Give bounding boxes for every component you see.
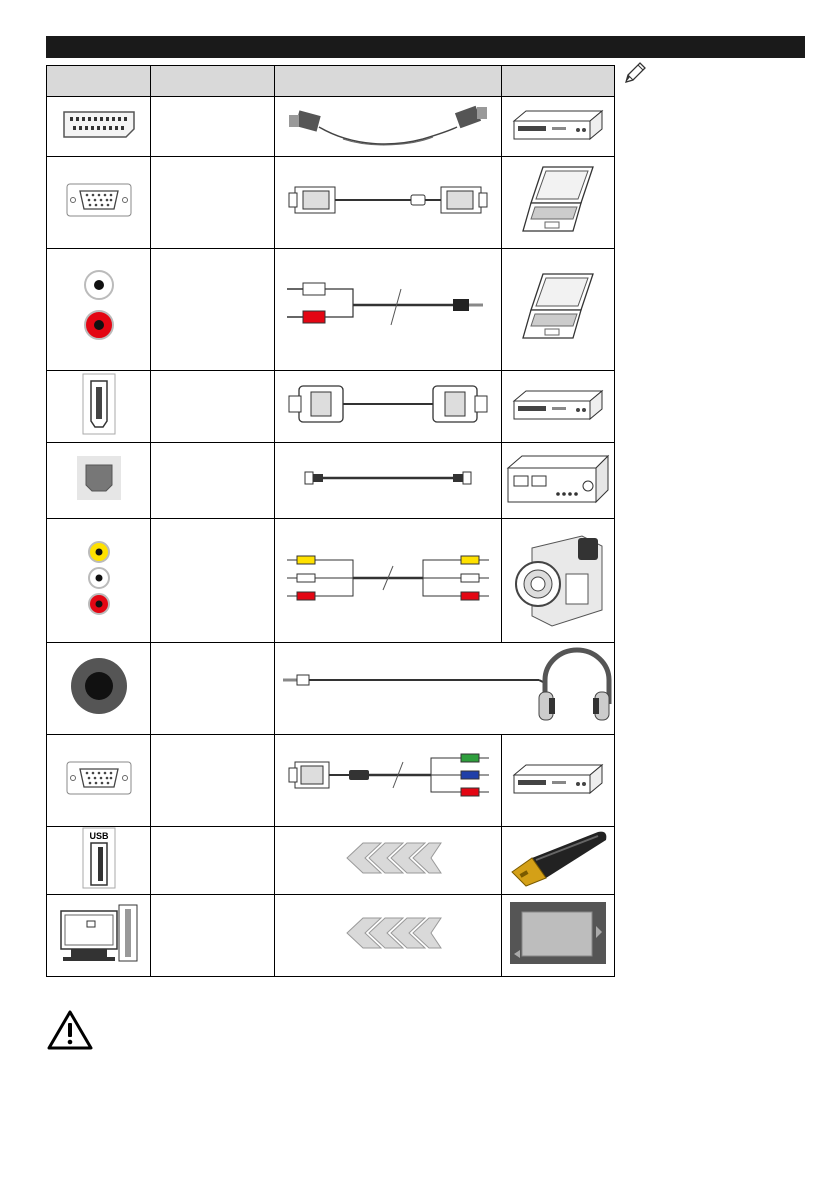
connection-table	[46, 65, 615, 977]
optical-cable-icon	[283, 466, 493, 490]
composite-av-cable-icon	[283, 550, 493, 606]
usb-port-icon	[82, 827, 116, 889]
type-cell	[151, 249, 275, 371]
table-row	[47, 97, 615, 157]
amplifier-icon	[506, 450, 610, 506]
table-row	[47, 157, 615, 249]
table-row	[47, 827, 615, 895]
composite-av-port-icon	[85, 538, 113, 618]
table-row	[47, 643, 615, 735]
laptop-icon	[521, 165, 595, 235]
spdif-optical-port-icon	[76, 455, 122, 501]
type-cell	[151, 157, 275, 249]
insert-arrows-icon	[333, 916, 443, 950]
table-row	[47, 735, 615, 827]
warning-triangle-icon	[46, 1008, 94, 1052]
usb-stick-icon	[506, 828, 610, 888]
type-cell	[151, 643, 275, 735]
scart-cable-icon	[283, 99, 493, 149]
type-cell	[151, 443, 275, 519]
table-row	[47, 371, 615, 443]
pc-audio-rca-port-icon	[79, 267, 119, 347]
hdmi-port-icon	[82, 373, 116, 435]
section-title-bar	[46, 36, 805, 58]
vga-to-component-cable-icon	[283, 750, 493, 806]
camcorder-icon	[512, 526, 604, 630]
laptop-icon	[521, 272, 595, 342]
ci-slot-icon	[57, 901, 141, 965]
type-cell	[151, 735, 275, 827]
type-cell	[151, 97, 275, 157]
type-cell	[151, 519, 275, 643]
headphone-cable-icon	[277, 644, 613, 728]
vga-cable-icon	[283, 175, 493, 225]
type-cell	[151, 827, 275, 895]
table-header-row	[47, 66, 615, 97]
table-row	[47, 443, 615, 519]
dvd-recorder-icon	[512, 387, 604, 421]
column-header-connector	[47, 66, 151, 97]
type-cell	[151, 371, 275, 443]
cam-module-icon	[508, 900, 608, 966]
type-cell	[151, 895, 275, 977]
component-vga-port-icon	[66, 761, 132, 795]
dvd-recorder-icon	[512, 107, 604, 141]
insert-arrows-icon	[333, 841, 443, 875]
dvd-recorder-icon	[512, 761, 604, 795]
table-row	[47, 519, 615, 643]
column-header-device	[502, 66, 615, 97]
section-title	[46, 40, 54, 54]
column-header-cables	[275, 66, 502, 97]
table-row	[47, 249, 615, 371]
table-row	[47, 895, 615, 977]
scart-port-icon	[60, 109, 138, 139]
headphones-icon	[539, 650, 609, 720]
usb-port-label: USB	[88, 831, 109, 841]
pencil-note-icon	[622, 60, 648, 86]
audio-rca-to-jack-cable-icon	[283, 275, 493, 339]
vga-port-icon	[66, 183, 132, 217]
hdmi-cable-icon	[283, 378, 493, 430]
column-header-type	[151, 66, 275, 97]
headphone-port-icon	[69, 656, 129, 716]
